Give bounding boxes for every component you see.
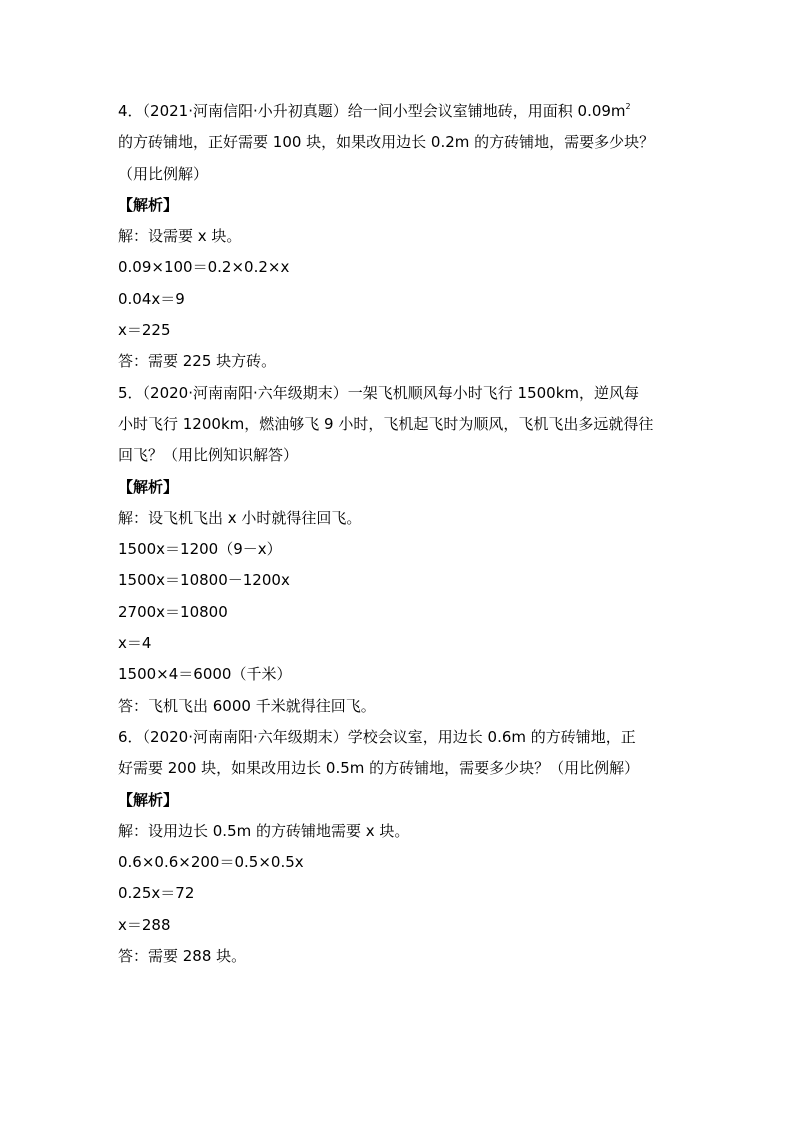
q4-question-line-2: 的方砖铺地，正好需要 100 块，如果改用边长 0.2m 的方砖铺地，需要多少块？: [118, 133, 655, 152]
document-content: [118, 96, 683, 972]
q6-solution-line: 0.25x＝72: [118, 884, 195, 903]
q5-solution-line: 1500x＝10800－1200x: [118, 571, 290, 590]
q6-question-line-1: 6．（2020·河南南阳·六年级期末）学校会议室，用边长 0.6m 的方砖铺地，正: [118, 727, 636, 746]
q5-question-line-3: 回飞？（用比例知识解答）: [118, 446, 299, 465]
q5-solution-line: 解：设飞机飞出 x 小时就得往回飞。: [118, 508, 362, 527]
q5-solution-line: 1500×4＝6000（千米）: [118, 665, 292, 684]
q4-solution-line: x＝225: [118, 321, 171, 340]
q6-solution-line: 解：设用边长 0.5m 的方砖铺地需要 x 块。: [118, 821, 410, 840]
q6-answer-line: 答：需要 288 块。: [118, 947, 247, 966]
q5-question-line-2: 小时飞行 1200km，燃油够飞 9 小时，飞机起飞时为顺风，飞机飞出多远就得往: [118, 414, 654, 433]
q6-analysis-tag: 【解析】: [118, 790, 179, 809]
q4-solution-line: 0.09×100＝0.2×0.2×x: [118, 258, 290, 277]
q6-question-line-2: 好需要 200 块，如果改用边长 0.5m 的方砖铺地，需要多少块？（用比例解）: [118, 759, 640, 778]
q5-analysis-tag: 【解析】: [118, 477, 179, 496]
q4-analysis-tag: 【解析】: [118, 195, 179, 214]
q4-solution-line: 解：设需要 x 块。: [118, 227, 242, 246]
q6-solution-line: x＝288: [118, 915, 171, 934]
q5-solution-line: 1500x＝1200（9－x）: [118, 540, 282, 559]
q4-question-text: 4．（2021·河南信阳·小升初真题）给一间小型会议室铺地砖，用面积 0.09m: [118, 102, 626, 120]
q5-question-line-1: 5．（2020·河南南阳·六年级期末）一架飞机顺风每小时飞行 1500km，逆风每: [118, 383, 639, 402]
q5-solution-line: x＝4: [118, 634, 152, 653]
q4-question-line-1: [118, 96, 683, 127]
q4-answer-line: 答：需要 225 块方砖。: [118, 352, 277, 371]
q4-solution-line: 0.04x＝9: [118, 289, 185, 308]
q5-solution-line: 2700x＝10800: [118, 602, 228, 621]
q6-solution-line: 0.6×0.6×200＝0.5×0.5x: [118, 853, 304, 872]
q5-answer-line: 答：飞机飞出 6000 千米就得往回飞。: [118, 696, 376, 715]
q4-question-line-3: （用比例解）: [118, 164, 209, 183]
q4-superscript: 2: [625, 102, 631, 111]
